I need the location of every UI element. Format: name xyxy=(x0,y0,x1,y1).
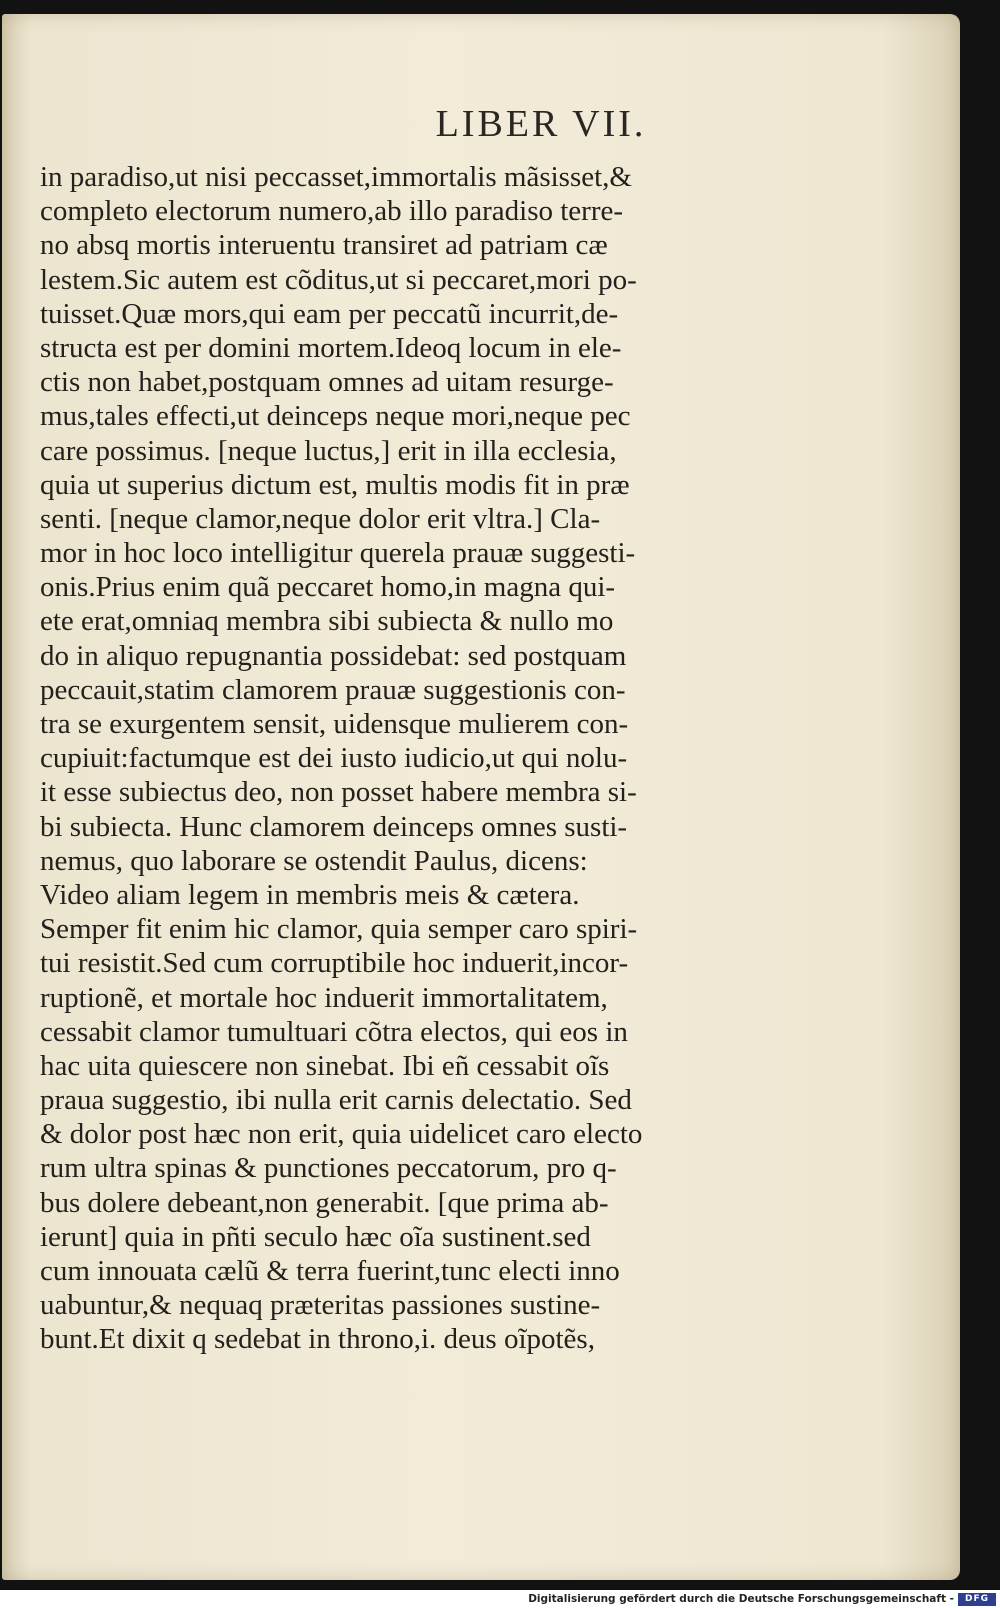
text-line: cessabit clamor tumultuari cõtra electos, qui eos in xyxy=(40,1015,628,1048)
text-line: peccauit,statim clamorem prauæ suggestionis con- xyxy=(40,673,626,706)
funding-credit: Digitalisierung gefördert durch die Deutsche Forschungsgemeinschaft - xyxy=(528,1593,954,1605)
text-line: & dolor post hæc non erit, quia uidelicet caro electo xyxy=(40,1118,643,1151)
text-line: completo electorum numero,ab illo paradiso terre- xyxy=(40,195,624,228)
text-line: Video aliam legem in membris meis & cætera. xyxy=(40,878,580,911)
text-line: rum ultra spinas & punctiones peccatorum, pro q- xyxy=(40,1152,617,1185)
text-line: hac uita quiescere non sinebat. Ibi eñ cessabit oĩs xyxy=(40,1049,610,1082)
text-line: ctis non habet,postquam omnes ad uitam resurge- xyxy=(40,366,614,399)
text-line: nemus, quo laborare se ostendit Paulus, dicens: xyxy=(40,844,588,877)
text-line: cum innouata cælũ & terra fuerint,tunc electi inno xyxy=(40,1255,620,1287)
text-line: uabuntur,& nequaq præteritas passiones sustine- xyxy=(40,1289,601,1322)
text-line: ruptionẽ, et mortale hoc induerit immortalitatem, xyxy=(40,981,608,1014)
text-line: no absq mortis interuentu transiret ad patriam cæ xyxy=(40,229,608,262)
text-line: ete erat,omniaq membra sibi subiecta & nullo mo xyxy=(40,605,614,638)
text-line: in paradiso,ut nisi peccasset,immortalis mãsisset,& xyxy=(40,161,632,193)
book-page xyxy=(2,14,960,1580)
text-line: mor in hoc loco intelligitur querela prauæ suggesti- xyxy=(40,537,636,570)
page-body-text xyxy=(40,160,780,1357)
text-line: Semper fit enim hic clamor, quia semper caro spiri- xyxy=(40,913,638,946)
text-line: mus,tales effecti,ut deinceps neque mori,neque pec xyxy=(40,400,631,433)
text-line: it esse subiectus deo, non posset habere membra si- xyxy=(40,776,637,809)
text-line: onis.Prius enim quã peccaret homo,in magna qui- xyxy=(40,571,616,604)
text-line: cupiuit:factumque est dei iusto iudicio,ut qui nolu- xyxy=(40,742,628,775)
running-header: LIBER VII. xyxy=(435,103,647,145)
text-line: structa est per domini mortem.Ideoq locum in ele- xyxy=(40,331,622,364)
text-line: bi subiecta. Hunc clamorem deinceps omnes susti- xyxy=(40,810,628,843)
text-line: care possimus. [neque luctus,] erit in illa ecclesia, xyxy=(40,434,617,467)
text-line: tuisset.Quæ mors,qui eam per peccatũ incurrit,de- xyxy=(40,297,619,330)
text-line: senti. [neque clamor,neque dolor erit vltra.] Cla- xyxy=(40,502,601,535)
text-line: ierunt] quia in pñti seculo hæc oĩa sustinent.sed xyxy=(40,1220,591,1253)
footer-bar xyxy=(0,1592,1000,1608)
text-line: bus dolere debeant,non generabit. [que prima ab- xyxy=(40,1186,609,1219)
text-line: tui resistit.Sed cum corruptibile hoc induerit,incor- xyxy=(40,947,629,980)
text-line: do in aliquo repugnantia possidebat: sed postquam xyxy=(40,639,627,672)
text-line: bunt.Et dixit q sedebat in throno,i. deus oĩpotẽs, xyxy=(40,1323,595,1356)
text-line: quia ut superius dictum est, multis modis fit in præ xyxy=(40,468,630,501)
text-line: praua suggestio, ibi nulla erit carnis delectatio. Sed xyxy=(40,1084,632,1117)
dfg-logo: DFG xyxy=(958,1593,996,1606)
text-line: tra se exurgentem sensit, uidensque mulierem con- xyxy=(40,708,629,740)
text-line: lestem.Sic autem est cõditus,ut si peccaret,mori po- xyxy=(40,263,637,296)
